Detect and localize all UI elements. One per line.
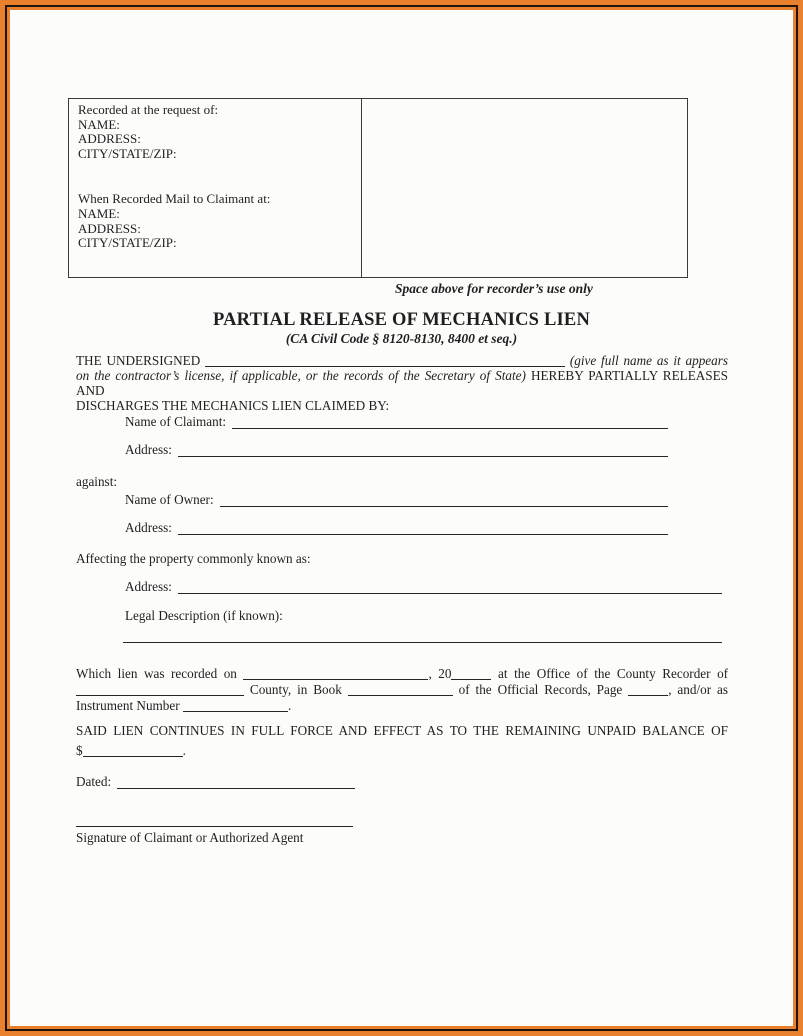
instrument-number-blank — [183, 699, 288, 712]
intro-lead: THE UNDERSIGNED — [76, 353, 201, 368]
intro-parenthetical-end: on the contractor’s license, if applicable, or the records of the Secretary of State) — [76, 368, 526, 383]
county-name-blank — [76, 683, 244, 696]
document-title: PARTIAL RELEASE OF MECHANICS LIEN — [212, 310, 591, 330]
owner-name-blank — [220, 491, 668, 507]
owner-name-label: Name of Owner: — [125, 492, 214, 507]
year-blank — [451, 667, 491, 680]
recording-date-blank — [243, 667, 428, 680]
request-address-label: ADDRESS: — [78, 131, 141, 147]
balance-line-1: SAID LIEN CONTINUES IN FULL FORCE AND EFFECT AS TO THE REMAINING UNPAID BALANCE OF — [76, 723, 728, 738]
mail-claimant-heading: When Recorded Mail to Claimant at: — [78, 191, 271, 207]
dated-blank — [117, 773, 355, 789]
official-records-text: of the Official Records, Page — [458, 682, 623, 697]
intro-line-1 — [76, 352, 728, 368]
claimant-name-label: Name of Claimant: — [125, 414, 227, 429]
andor-as-text: , and/or as — [668, 682, 728, 697]
mail-name-label: NAME: — [78, 205, 120, 221]
balance-paragraph — [76, 723, 728, 758]
property-address-field — [125, 578, 722, 595]
document-subtitle: (CA Civil Code § 8120-8130, 8400 et seq.) — [285, 331, 518, 346]
claimant-address-field — [125, 441, 668, 458]
book-number-blank — [348, 683, 453, 696]
county-book-text: County, in Book — [249, 682, 342, 697]
property-address-label: Address: — [125, 579, 172, 594]
intro-line-2 — [76, 368, 728, 398]
dollar-sign: $ — [76, 743, 83, 758]
affecting-property-label: Affecting the property commonly known as: — [76, 551, 311, 566]
county-recorder-text: at the Office of the County Recorder of — [498, 666, 729, 681]
instrument-period: . — [287, 698, 292, 713]
dated-label: Dated: — [76, 774, 112, 789]
owner-address-label: Address: — [125, 520, 172, 535]
owner-name-field — [125, 491, 668, 508]
dated-field — [76, 773, 355, 790]
owner-address-field — [125, 519, 668, 536]
claimant-address-blank — [178, 441, 668, 457]
year-prefix-text: , 20 — [428, 666, 452, 681]
balance-period: . — [182, 743, 186, 758]
recording-line-1 — [76, 665, 728, 681]
property-address-blank — [178, 578, 722, 594]
instrument-number-text: Instrument Number — [76, 698, 180, 713]
balance-amount-line — [76, 742, 728, 758]
claimant-name-blank — [232, 413, 668, 429]
undersigned-name-blank — [205, 354, 565, 367]
request-csz-label: CITY/STATE/ZIP: — [78, 145, 177, 161]
recorded-request-heading: Recorded at the request of: — [78, 102, 219, 117]
claimant-address-label: Address: — [125, 442, 172, 457]
mail-csz-label: CITY/STATE/ZIP: — [78, 235, 177, 251]
recording-line-3 — [76, 697, 728, 713]
legal-description-label: Legal Description (if known): — [125, 608, 283, 623]
owner-address-blank — [178, 519, 668, 535]
claimant-name-field — [125, 413, 668, 430]
recorded-on-text: Which lien was recorded on — [76, 666, 237, 681]
intro-parenthetical-start: (give full name as it appears — [569, 353, 729, 368]
legal-description-blank — [123, 630, 722, 643]
recorder-use-note: Space above for recorder’s use only — [395, 281, 593, 296]
intro-paragraph — [76, 352, 728, 413]
signature-blank — [76, 810, 353, 827]
recorder-box-left-cell — [69, 99, 368, 251]
request-name-label: NAME: — [78, 116, 120, 132]
page-number-blank — [628, 683, 668, 696]
mail-address-label: ADDRESS: — [78, 220, 141, 236]
against-label: against: — [76, 474, 118, 489]
intro-releases-text: HEREBY PARTIALLY RELEASES AND — [76, 368, 729, 398]
recording-line-2 — [76, 681, 728, 697]
intro-line-3: DISCHARGES THE MECHANICS LIEN CLAIMED BY: — [76, 398, 390, 413]
recorder-box — [68, 98, 688, 278]
recording-paragraph — [76, 665, 728, 713]
document-page — [10, 10, 793, 1026]
balance-amount-blank — [83, 744, 183, 757]
signature-caption: Signature of Claimant or Authorized Agent — [76, 830, 304, 845]
